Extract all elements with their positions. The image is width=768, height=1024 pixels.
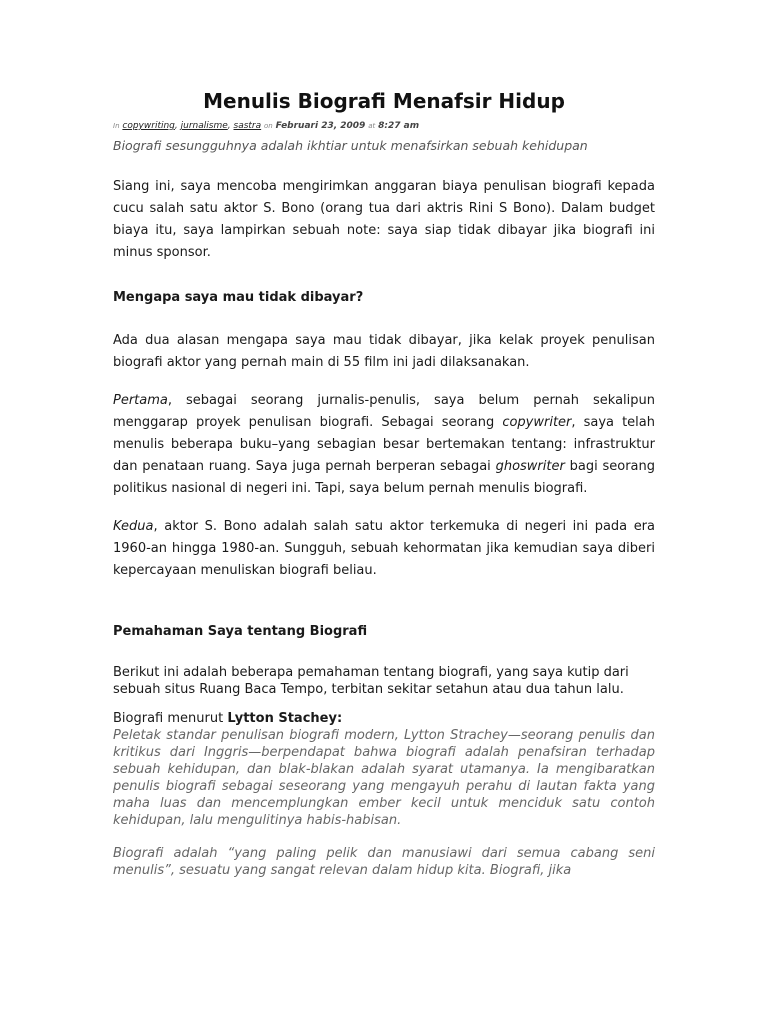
- article-lede: Biografi sesungguhnya adalah ikhtiar untuk menafsirkan sebuah kehidupan: [113, 138, 588, 153]
- post-date: Februari 23, 2009: [275, 121, 366, 131]
- category-link-copywriting[interactable]: copywriting: [122, 121, 175, 131]
- kedua-text: , aktor S. Bono adalah salah satu aktor terkemuka di negeri ini pada era 1960-an hingga 1980-an. Sungguh, sebuah kehormatan jika kemudian saya diberi kepercayaan menuliskan biografi beliau.: [113, 519, 655, 578]
- post-time: 8:27 am: [378, 121, 420, 131]
- pertama-text-3: bagi seorang politikus nasional di negeri ini. Tapi, saya belum pernah menulis biografi.: [113, 459, 655, 496]
- paragraph-dua-alasan: Ada dua alasan mengapa saya mau tidak dibayar, jika kelak proyek penulisan biografi aktor yang pernah main di 55 film ini jadi dilaksanakan.: [113, 333, 655, 370]
- pertama-text-1: , sebagai seorang jurnalis-penulis, saya belum pernah sekalipun menggarap proyek penulisan biografi. Sebagai seorang: [113, 393, 655, 430]
- paragraph-intro: Siang ini, saya mencoba mengirimkan anggaran biaya penulisan biografi kepada cucu salah satu aktor S. Bono (orang tua dari aktris Rini S Bono). Dalam budget biaya itu, saya lampirkan sebuah note: saya siap tidak dibayar jika biografi ini minus sponsor.: [113, 179, 655, 260]
- post-meta: In copywriting, jurnalisme, sastra on Februari 23, 2009 at 8:27 am: [113, 121, 420, 131]
- quote-strachey: Peletak standar penulisan biografi modern, Lytton Strachey—seorang penulis dan kritikus dari Inggris—berpendapat bahwa biografi adalah penafsiran terhadap sebuah kehidupan, dan blak-blakan adalah syarat utamanya. Ia mengibaratkan penulis biografi sebagai seseorang yang mengayuh perahu di lautan fakta yang maha luas dan mencemplungkan ember kecil untuk menciduk satu contoh kehidupan, lalu mengulitinya habis-habisan.: [113, 728, 655, 828]
- section-heading-pemahaman: Pemahaman Saya tentang Biografi: [113, 624, 368, 639]
- meta-in-label: In: [113, 122, 120, 130]
- pertama-lead: Pertama: [113, 393, 168, 408]
- paragraph-biografi-menurut: [113, 710, 655, 727]
- section-heading-mengapa: Mengapa saya mau tidak dibayar?: [113, 290, 364, 305]
- document-page: [113, 88, 655, 879]
- quote-biografi-pelik: Biografi adalah “yang paling pelik dan manusiawi dari semua cabang seni menulis”, sesuatu yang sangat relevan dalam hidup kita. Biografi, jika: [113, 846, 655, 878]
- paragraph-pertama: [113, 390, 655, 500]
- lytton-stachey-name: Lytton Stachey:: [227, 711, 343, 726]
- pertama-em-copywriter: copywriter: [502, 415, 572, 430]
- meta-on-label: on: [264, 122, 273, 130]
- kedua-lead: Kedua: [113, 519, 154, 534]
- pertama-text-2: , saya telah menulis beberapa buku–yang sebagian besar bertemakan tentang: infrastruktur dan penataan ruang. Saya juga pernah berperan sebagai: [113, 415, 655, 474]
- paragraph-kedua: [113, 516, 655, 582]
- paragraph-berikut: Berikut ini adalah beberapa pemahaman tentang biografi, yang saya kutip dari sebuah situs Ruang Baca Tempo, terbitan sekitar setahun atau dua tahun lalu.: [113, 665, 629, 697]
- category-link-sastra[interactable]: sastra: [233, 121, 262, 131]
- category-link-jurnalisme[interactable]: jurnalisme: [180, 121, 228, 131]
- biografi-menurut-text: Biografi menurut: [113, 711, 228, 726]
- article-title: Menulis Biografi Menafsir Hidup: [203, 89, 565, 113]
- meta-at-label: at: [368, 122, 376, 130]
- pertama-em-ghoswriter: ghoswriter: [495, 459, 565, 474]
